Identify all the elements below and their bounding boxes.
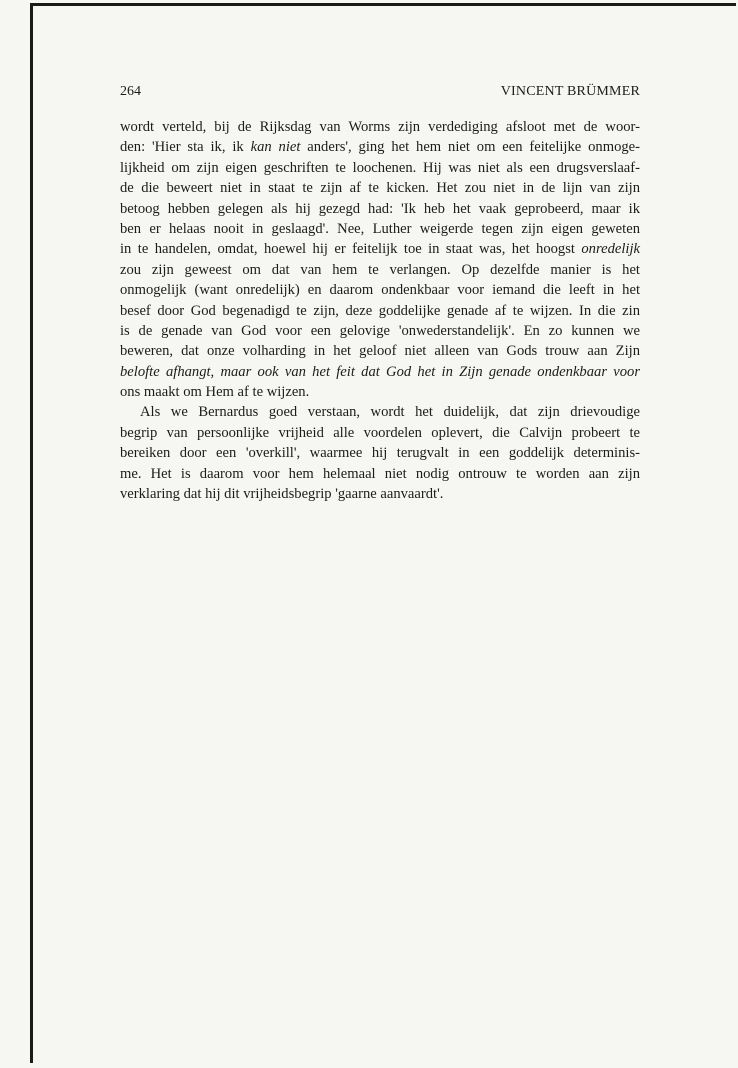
text-line: besef door God begenadigd te zijn, deze goddelijke genade af te wijzen. In die zin xyxy=(120,302,640,319)
text-line: begrip van persoonlijke vrijheid alle voordelen oplevert, die Calvijn probeert te xyxy=(120,424,640,441)
text-line: de die beweert niet in staat te zijn af te kicken. Het zou niet in de lijn van zijn xyxy=(120,180,640,197)
text-line: den: 'Hier sta ik, ik kan niet anders', ging het hem niet om een feitelijke onmoge- xyxy=(120,139,641,156)
text-line: betoog hebben gelegen als hij gezegd had: 'Ik heb het vaak geprobeerd, maar ik xyxy=(120,200,640,217)
text-line: in te handelen, omdat, hoewel hij er feitelijk toe in staat was, het hoogst onredelijk xyxy=(120,241,640,258)
text-line: ben er helaas nooit in geslaagd'. Nee, Luther weigerde tegen zijn eigen geweten xyxy=(120,220,640,237)
text-line: is de genade van God voor een gelovige 'onwederstandelijk'. En zo kunnen we xyxy=(120,322,640,339)
text-line: me. Het is daarom voor hem helemaal niet nodig ontrouw te worden aan zijn xyxy=(120,465,640,482)
text-line: zou zijn geweest om dat van hem te verlangen. Op dezelfde manier is het xyxy=(120,261,640,278)
text-line: wordt verteld, bij de Rijksdag van Worms zijn verdediging afsloot met de woor- xyxy=(120,119,640,135)
paragraph-1 xyxy=(120,117,640,402)
text-line: ons maakt om Hem af te wijzen. xyxy=(120,384,310,401)
text-line: bereiken door een 'overkill', waarmee hij terugvalt in een goddelijk determinis- xyxy=(120,445,640,462)
running-head: VINCENT BRÜMMER xyxy=(500,84,640,99)
text-line: beweren, dat onze volharding in het geloof niet alleen van Gods trouw aan Zijn xyxy=(120,343,640,360)
text-line xyxy=(120,362,640,382)
emphasis: kan niet xyxy=(250,139,301,156)
text-line: Als we Bernardus goed verstaan, wordt het duidelijk, dat zijn drievoudige xyxy=(140,404,640,421)
scan-border-left xyxy=(30,3,33,1063)
text-line: verklaring dat hij dit vrijheidsbegrip 'gaarne aanvaardt'. xyxy=(120,486,444,503)
body-text xyxy=(120,117,640,504)
emphasis: belofte afhangt, maar ook van het feit dat God het in Zijn genade ondenkbaar voor xyxy=(120,363,640,380)
text-line: onmogelijk (want onredelijk) en daarom ondenkbaar voor iemand die leeft in het xyxy=(120,282,640,299)
scan-border-top xyxy=(30,3,736,6)
page-number: 264 xyxy=(120,84,141,99)
text-line: lijkheid om zijn eigen geschriften te loochenen. Hij was niet als een drugsverslaaf- xyxy=(120,159,640,176)
emphasis: onredelijk xyxy=(581,241,640,258)
paragraph-2 xyxy=(120,402,640,504)
